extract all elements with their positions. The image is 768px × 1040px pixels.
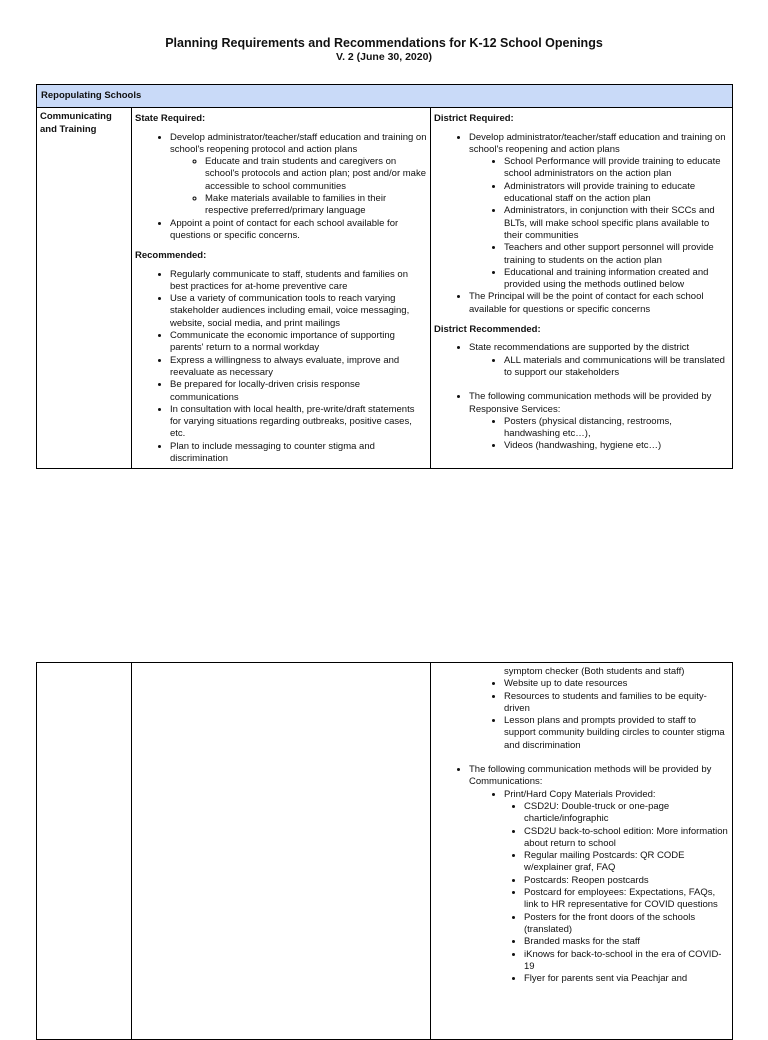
district-required-list — [434, 132, 729, 316]
list-item: ◦ Educate and train students and caregivers on school's protocols and action plan; post and/or make accessible to school communities — [205, 156, 427, 193]
list-item: • The following communication methods will be provided by Responsive Services: • Posters (physical distancing, restrooms, handwashing etc…), • Videos (handwashing, hygiene etc…) — [469, 391, 729, 452]
list-item: • CSD2U: Double-truck or one-page charticle/infographic — [524, 801, 729, 826]
list-item: • In consultation with local health, pre-write/draft statements for varying situations regarding outbreaks, positive cases, etc. — [170, 404, 427, 441]
list-item: • Plan to include messaging to counter stigma and discrimination — [170, 441, 427, 466]
list-item: • Posters for the front doors of the schools (translated) — [524, 912, 729, 937]
list-item: • Postcard for employees: Expectations, FAQs, link to HR representative for COVID questions — [524, 887, 729, 912]
print-materials-list — [504, 801, 729, 985]
list-item: • Appoint a point of contact for each school available for questions or specific concerns. — [170, 218, 427, 243]
list-item: • Administrators, in conjunction with their SCCs and BLTs, will make school specific plans available to their communities — [504, 205, 729, 242]
list-item: ◦ Make materials available to families in their respective preferred/primary language — [205, 193, 427, 218]
list-item: • CSD2U back-to-school edition: More information about return to school — [524, 826, 729, 851]
requirements-table — [36, 84, 733, 469]
list-item: • Print/Hard Copy Materials Provided: • CSD2U: Double-truck or one-page charticle/infographic • CSD2U back-to-school edition: More information about return to school • Regular mailing Postcards: QR CODE w/explainer graf, FAQ • Postcards: Reopen postcards • Postcard for employees: Expectations, FAQs, link to HR representative for COVID questions • Posters for the front doors of the schools (translated) • Branded masks for the staff • iKnows for back-to-school in the era of COVID-19 • Flyer for parents sent via Peachjar and — [504, 789, 729, 986]
list-item: • Posters (physical distancing, restrooms, handwashing etc…), — [504, 416, 729, 441]
district-recommended-heading: District Recommended: — [434, 324, 541, 336]
communications-list — [434, 764, 729, 985]
recommended-list — [135, 269, 427, 466]
document-version: V. 2 (June 30, 2020) — [336, 51, 432, 63]
responsive-services-list — [434, 391, 729, 452]
list-item: • ALL materials and communications will be translated to support our stakeholders — [504, 355, 729, 380]
recommended-heading: Recommended: — [135, 250, 207, 262]
document-header — [0, 36, 768, 64]
district-column — [431, 108, 733, 469]
list-item: • Communicate the economic importance of supporting parents' return to a normal workday — [170, 330, 427, 355]
list-item: • Resources to students and families to be equity-driven — [504, 691, 729, 716]
list-item: • Lesson plans and prompts provided to staff to support community building circles to counter stigma and discrimination — [504, 715, 729, 752]
list-item: • Be prepared for locally-driven crisis response communications — [170, 379, 427, 404]
list-item: • School Performance will provide training to educate school administrators on the action plan — [504, 156, 729, 181]
list-item: • Administrators will provide training to educate educational staff on the action plan — [504, 181, 729, 206]
district-recommended-list — [434, 342, 729, 379]
section-header: Repopulating Schools — [37, 85, 733, 108]
list-item: • Branded masks for the staff — [524, 936, 729, 948]
list-item: • Educational and training information created and provided using the methods outlined below — [504, 267, 729, 292]
state-required-list — [135, 132, 427, 243]
requirements-table-continued — [36, 662, 733, 1040]
list-item: • The following communication methods will be provided by Communications: • Print/Hard Copy Materials Provided: • CSD2U: Double-truck or one-page charticle/infographic • CSD2U back-to-school edition: More information about return to school • Regular mailing Postcards: QR CODE w/explainer graf, FAQ • Postcards: Reopen postcards • Postcard for employees: Expectations, FAQs, link to HR representative for COVID questions • Posters for the front doors of the schools (translated) • Branded masks for the staff • iKnows for back-to-school in the era of COVID-19 • Flyer for parents sent via Peachjar and — [469, 764, 729, 985]
list-item: • Flyer for parents sent via Peachjar and — [524, 973, 729, 985]
list-item: • State recommendations are supported by the district • ALL materials and communications will be translated to support our stakeholders — [469, 342, 729, 379]
state-column — [132, 108, 431, 469]
list-item: • Teachers and other support personnel will provide training to students on the action plan — [504, 242, 729, 267]
list-item: • Postcards: Reopen postcards — [524, 875, 729, 887]
empty-state-cell — [132, 663, 431, 1040]
list-item: • Develop administrator/teacher/staff education and training on school's reopening protocol and action plans ◦ Educate and train students and caregivers on school's protocols and action plan; post and/or make accessible to school communities ◦ Make materials available to families in their respective preferred/primary language — [170, 132, 427, 218]
district-column-continued — [431, 663, 733, 1040]
state-required-heading: State Required: — [135, 113, 206, 125]
list-item: • Regular mailing Postcards: QR CODE w/explainer graf, FAQ — [524, 850, 729, 875]
list-item: • The Principal will be the point of contact for each school available for questions or specific concerns — [469, 291, 729, 316]
district-required-heading: District Required: — [434, 113, 514, 125]
list-item: • Express a willingness to always evaluate, improve and reevaluate as necessary — [170, 355, 427, 380]
list-item: • Use a variety of communication tools to reach varying stakeholder audiences including email, voice messaging, website, social media, and print mailings — [170, 293, 427, 330]
list-item: • Develop administrator/teacher/staff education and training on school's reopening and action plans • School Performance will provide training to educate school administrators on the action plan • Administrators will provide training to educate educational staff on the action plan • Administrators, in conjunction with their SCCs and BLTs, will make school specific plans available to their communities • Teachers and other support personnel will provide training to students on the action plan • Educational and training information created and provided using the methods outlined below — [469, 132, 729, 292]
list-item: • iKnows for back-to-school in the era of COVID-19 — [524, 949, 729, 974]
list-item: • Regularly communicate to staff, students and families on best practices for at-home preventive care — [170, 269, 427, 294]
list-item: • Videos (handwashing, hygiene etc…) — [504, 440, 729, 452]
empty-label-cell — [37, 663, 132, 1040]
document-title: Planning Requirements and Recommendations for K-12 School Openings — [165, 36, 603, 50]
list-item: • Website up to date resources — [504, 678, 729, 690]
list-item: symptom checker (Both students and staff) — [504, 666, 685, 677]
row-label: Communicating and Training — [37, 108, 132, 469]
